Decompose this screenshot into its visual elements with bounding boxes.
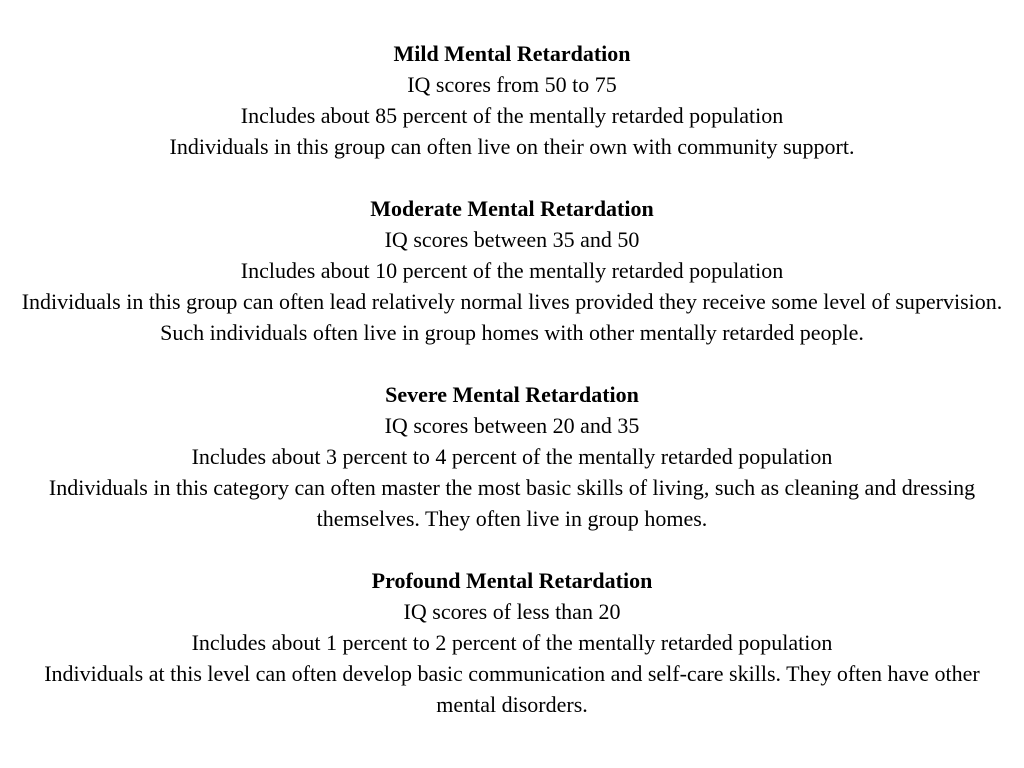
population-share: Includes about 3 percent to 4 percent of the mentally retarded population	[191, 444, 833, 469]
section-description: Individuals in this group can often live on their own with community support.	[169, 134, 855, 159]
section-title: Moderate Mental Retardation	[370, 196, 654, 221]
section-title: Mild Mental Retardation	[393, 41, 631, 66]
section-moderate	[20, 193, 1004, 348]
iq-range: IQ scores of less than 20	[403, 599, 621, 624]
section-title: Profound Mental Retardation	[371, 568, 653, 593]
section-mild	[20, 38, 1004, 162]
section-description: Individuals in this group can often lead relatively normal lives provided they receive some level of supervision. Such individuals often live in group homes with other mentally retarded people.	[21, 289, 1003, 345]
section-title: Severe Mental Retardation	[385, 382, 639, 407]
section-description: Individuals in this category can often master the most basic skills of living, such as cleaning and dressing themselves. They often live in group homes.	[48, 475, 976, 531]
section-description: Individuals at this level can often develop basic communication and self-care skills. They often have other mental disorders.	[44, 661, 980, 717]
population-share: Includes about 1 percent to 2 percent of the mentally retarded population	[191, 630, 833, 655]
iq-range: IQ scores between 35 and 50	[384, 227, 640, 252]
population-share: Includes about 10 percent of the mentally retarded population	[240, 258, 784, 283]
section-profound	[20, 565, 1004, 720]
iq-range: IQ scores between 20 and 35	[384, 413, 640, 438]
section-severe	[20, 379, 1004, 534]
population-share: Includes about 85 percent of the mentally retarded population	[240, 103, 784, 128]
iq-range: IQ scores from 50 to 75	[407, 72, 617, 97]
